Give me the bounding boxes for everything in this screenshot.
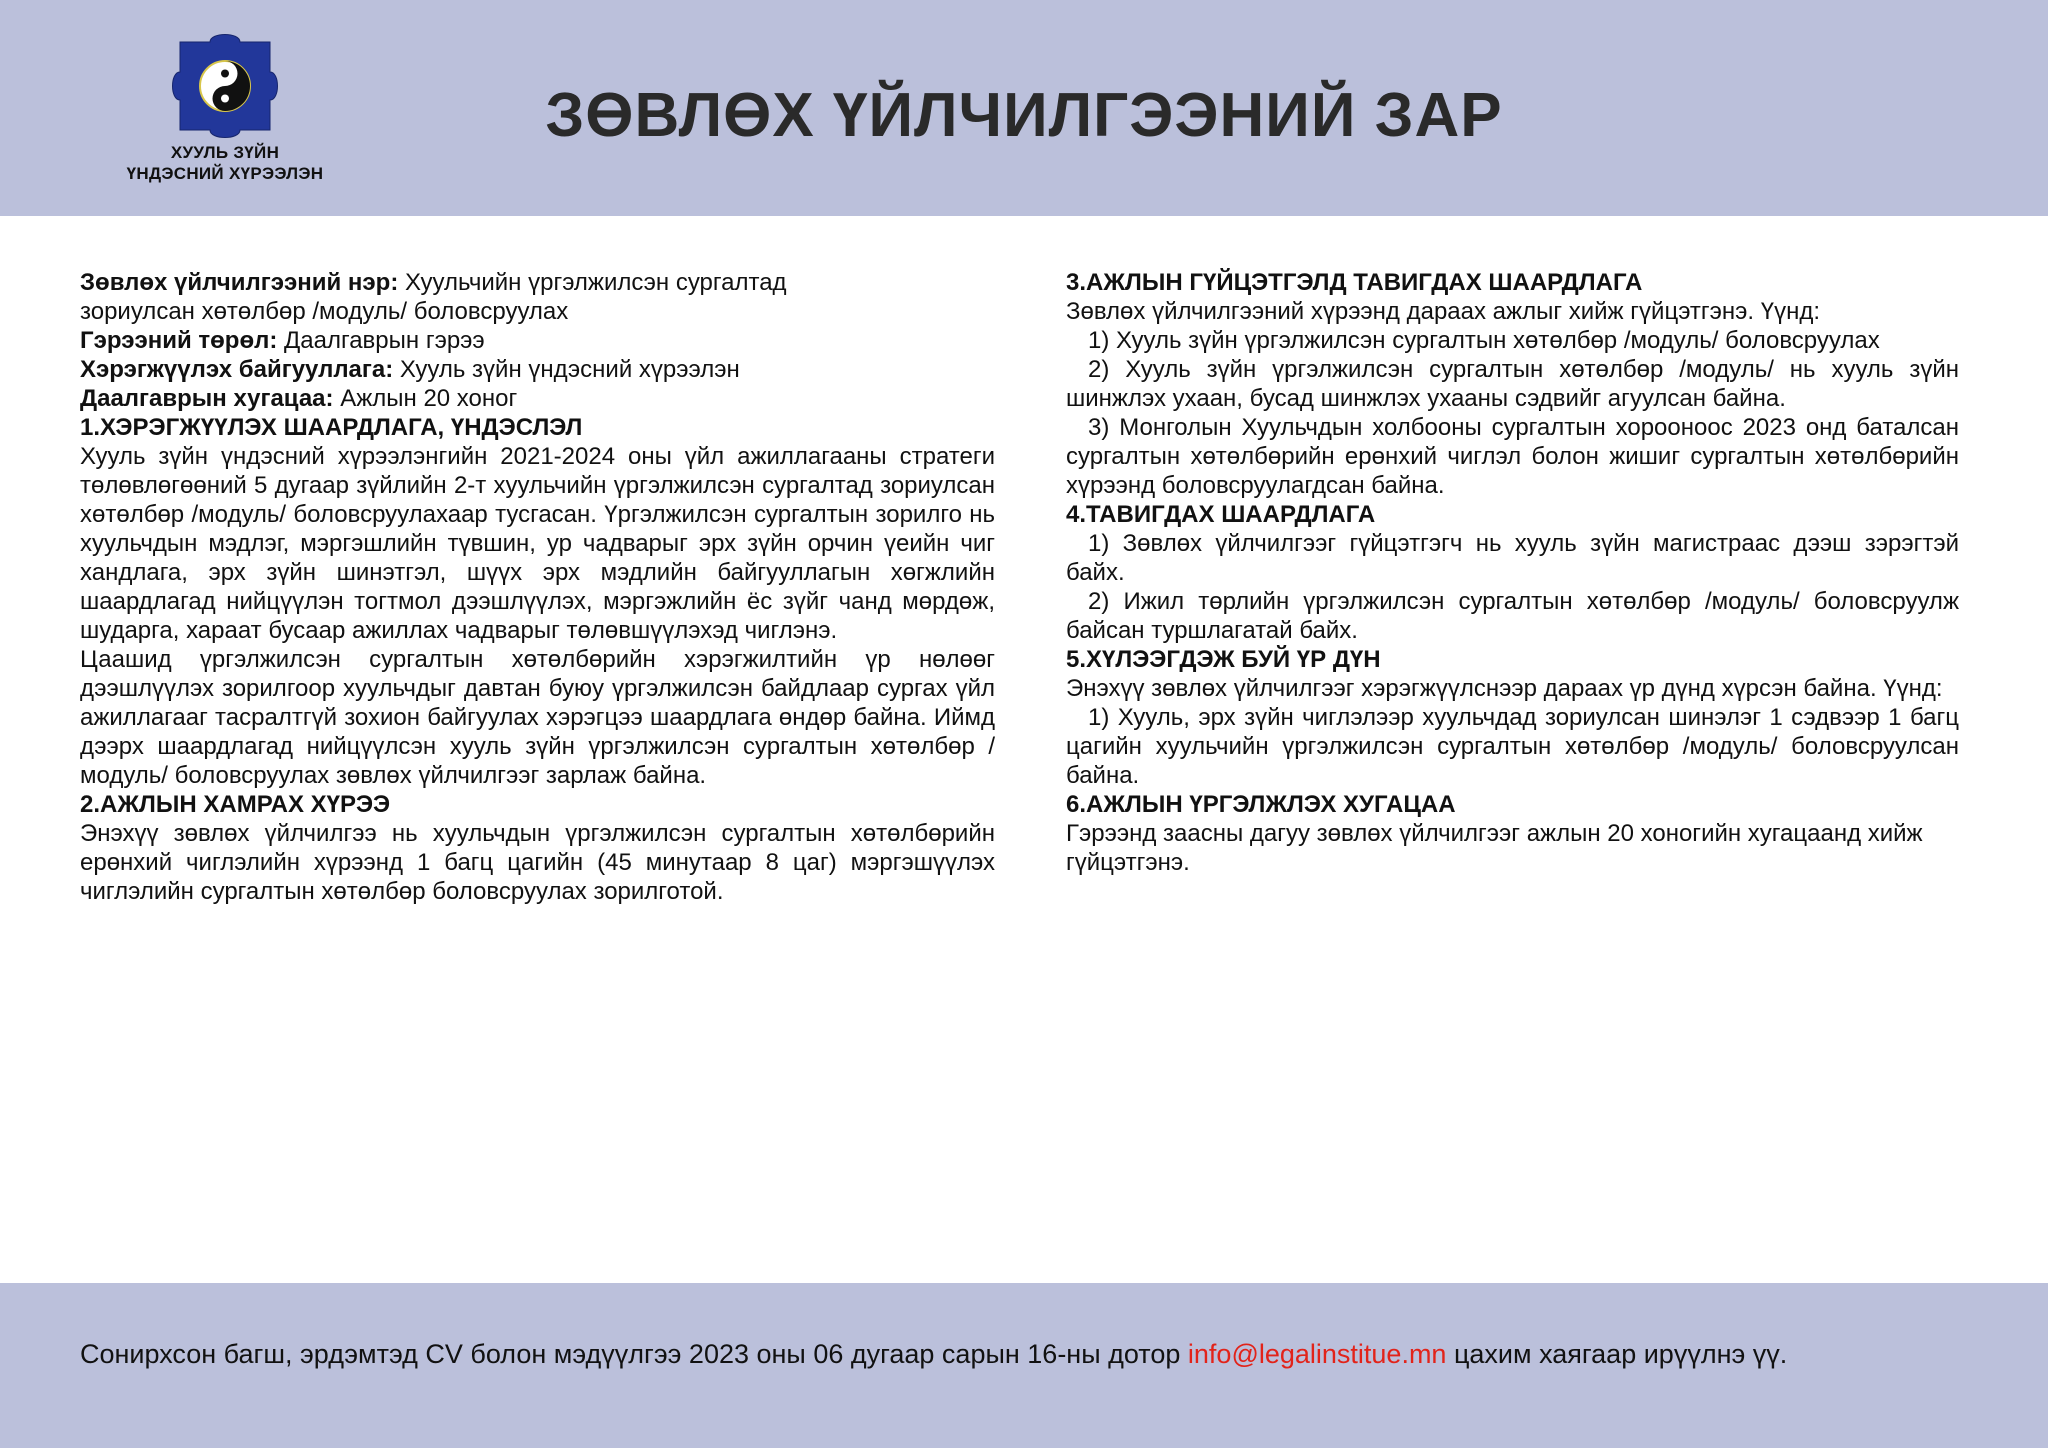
meta-value: Хууль зүйн үндэсний хүрээлэн	[393, 356, 740, 383]
meta-value: Хуульчийн үргэлжилсэн сургалтад	[398, 269, 787, 296]
section-4-heading: 4.ТАВИГДАХ ШААРДЛАГА	[1066, 501, 1376, 528]
meta-value: Даалгаврын гэрээ	[277, 327, 485, 354]
section-3-intro: Зөвлөх үйлчилгээний хүрээнд дараах ажлыг хийж гүйцэтгэнэ. Үүнд:	[1066, 298, 1821, 325]
section-5-heading: 5.ХҮЛЭЭГДЭЖ БУЙ ҮР ДҮН	[1066, 646, 1381, 673]
meta-value: Ажлын 20 хоног	[333, 385, 518, 412]
section-2-paragraph: Энэхүү зөвлөх үйлчилгээ нь хуульчдын үргэлжилсэн сургалтын хөтөлбөрийн ерөнхий чиглэлийн хүрээнд 1 багц цагийн (45 минутаар 8 цаг) мэргэшүүлэх чиглэлийн сургалтын хөтөлбөр боловсруулах зорилготой.	[80, 820, 995, 905]
right-column	[1066, 268, 1959, 877]
section-1-paragraph-1: Хууль зүйн үндэсний хүрээлэнгийн 2021-2024 оны үйл ажиллагааны стратеги төлөвлөгөөний 5 дугаар зүйлийн 2-т хуульчийн үргэлжилсэн сургалтад зориулсан хөтөлбөр /модуль/ боловсруулахаар тусгасан. Үргэлжилсэн сургалтын зорилго нь хуульчдын мэдлэг, мэргэшлийн түвшин, ур чадварыг эрх зүйн орчин үеийн чиг хандлага, эрх зүйн шинэтгэл, шүүх эрх мэдлийн байгууллагын хөгжлийн шаардлагад нийцүүлэн тогтмол дээшлүүлэх, мэргэжлийн ёс зүйг чанд мөрдөж, шударга, хараат бусаар ажиллах чадварыг төлөвшүүлэхэд чиглэнэ.	[80, 443, 995, 644]
meta-label: Гэрээний төрөл:	[80, 327, 278, 354]
meta-duration	[80, 384, 995, 413]
meta-value: зориулсан хөтөлбөр /модуль/ боловсруулах	[80, 298, 569, 325]
meta-label: Даалгаврын хугацаа:	[80, 385, 334, 412]
section-3-item: 1) Хууль зүйн үргэлжилсэн сургалтын хөтөлбөр /модуль/ боловсруулах	[1088, 327, 1880, 354]
section-3-item: 3) Монголын Хуульчдын холбооны сургалтын хорооноос 2023 онд баталсан сургалтын хөтөлбөрийн ерөнхий чиглэл болон жишиг сургалтын хөтөлбөрийн хүрээнд боловсруулагдсан байна.	[1066, 414, 1959, 499]
section-3-heading: 3.АЖЛЫН ГҮЙЦЭТГЭЛД ТАВИГДАХ ШААРДЛАГА	[1066, 269, 1643, 296]
section-1-paragraph-2: Цаашид үргэлжилсэн сургалтын хөтөлбөрийн хэрэгжилтийн үр нөлөөг дээшлүүлэх зорилгоор хуульчдыг давтан буюу үргэлжилсэн байдлаар сургах үйл ажиллагааг тасралтгүй зохион байгуулах хэрэгцээ шаардлага өндөр байна. Иймд дээрх шаардлагад нийцүүлсэн хууль зүйн үргэлжилсэн сургалтын хөтөлбөр /модуль/ боловсруулах зөвлөх үйлчилгээг зарлаж байна.	[80, 646, 995, 789]
section-4-item: 1) Зөвлөх үйлчилгээг гүйцэтгэгч нь хууль зүйн магистраас дээш зэрэгтэй байх.	[1066, 530, 1959, 586]
meta-service-name	[80, 268, 995, 297]
meta-organization	[80, 355, 995, 384]
logo-text-line1: ХУУЛЬ ЗҮЙН	[170, 143, 280, 162]
footer-text-before: Сонирхсон багш, эрдэмтэд CV болон мэдүүлгээ 2023 оны 06 дугаар сарын 16-ны дотор	[80, 1339, 1188, 1369]
header-band	[0, 0, 2048, 216]
meta-contract-type	[80, 326, 995, 355]
section-6-heading: 6.АЖЛЫН ҮРГЭЛЖЛЭХ ХУГАЦАА	[1066, 791, 1456, 818]
meta-label: Зөвлөх үйлчилгээний нэр:	[80, 269, 399, 296]
page-title-text: ЗӨВЛӨХ ҮЙЛЧИЛГЭЭНИЙ ЗАР	[545, 81, 1503, 150]
footer-text-after: цахим хаягаар ирүүлнэ үү.	[1446, 1339, 1788, 1369]
meta-label: Хэрэгжүүлэх байгууллага:	[80, 356, 394, 383]
section-5-intro: Энэхүү зөвлөх үйлчилгээг хэрэгжүүлснээр дараах үр дүнд хүрсэн байна. Үүнд:	[1066, 675, 1943, 702]
section-5-item: 1) Хууль, эрх зүйн чиглэлээр хуульчдад зориулсан шинэлэг 1 сэдвээр 1 багц цагийн хуульчийн үргэлжилсэн сургалтын хөтөлбөр /модуль/ боловсруулсан байна.	[1066, 704, 1959, 789]
left-column	[80, 268, 995, 906]
section-2-heading: 2.АЖЛЫН ХАМРАХ ХҮРЭЭ	[80, 791, 391, 818]
section-4-item: 2) Ижил төрлийн үргэлжилсэн сургалтын хөтөлбөр /модуль/ боловсруулж байсан туршлагатай байх.	[1066, 588, 1959, 644]
footer-band	[0, 1283, 2048, 1448]
meta-service-name-cont	[80, 297, 995, 326]
contact-email-link[interactable]: info@legalinstitue.mn	[1187, 1339, 1447, 1369]
logo-text-line2: ҮНДЭСНИЙ ХҮРЭЭЛЭН	[126, 164, 324, 183]
section-3-item: 2) Хууль зүйн үргэлжилсэн сургалтын хөтөлбөр /модуль/ нь хууль зүйн шинжлэх ухаан, бусад шинжлэх ухааны сэдвийг агуулсан байна.	[1066, 356, 1959, 412]
page-title	[0, 80, 2048, 151]
footer-note	[80, 1339, 1787, 1370]
section-6-paragraph: Гэрээнд заасны дагуу зөвлөх үйлчилгээг ажлын 20 хоногийн хугацаанд хийж гүйцэтгэнэ.	[1066, 820, 1923, 876]
section-1-heading: 1.ХЭРЭГЖҮҮЛЭХ ШААРДЛАГА, ҮНДЭСЛЭЛ	[80, 414, 583, 441]
